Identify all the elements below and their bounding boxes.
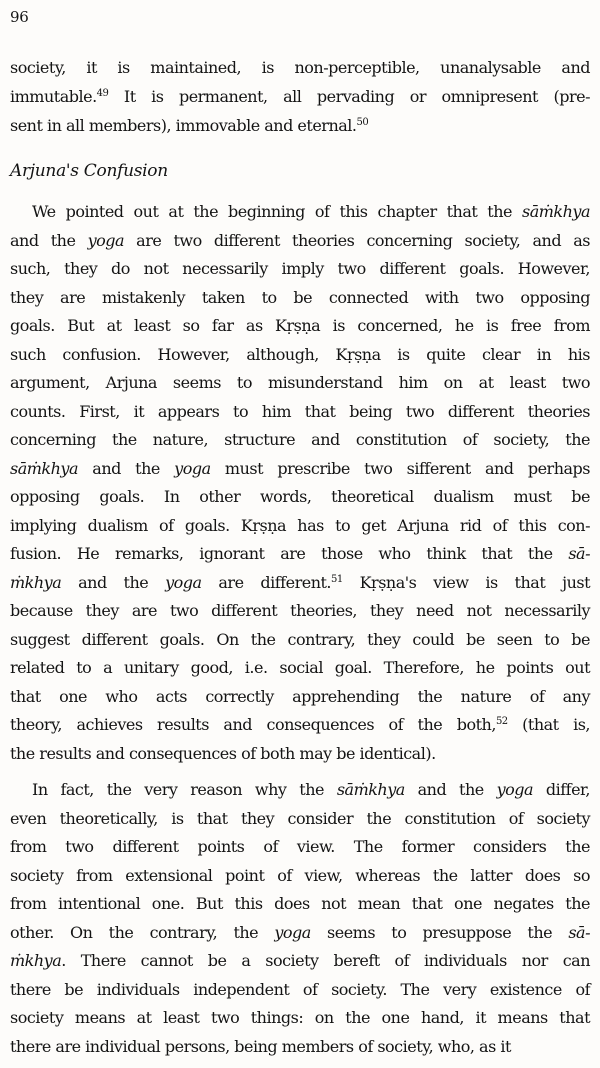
- italic-term: ṁkhya: [10, 572, 62, 592]
- text-line: the results and consequences of both may be identical).: [10, 743, 436, 763]
- text-line: from intentional one. But this does not mean that one negates the: [10, 894, 590, 913]
- text-line: society means at least two things: on the one hand, it means that: [10, 1008, 590, 1027]
- text-line: that one who acts correctly apprehending the nature of any: [10, 686, 590, 706]
- italic-term: sāṁkhya: [336, 780, 405, 799]
- footnote-ref: 52: [495, 716, 508, 727]
- text-line: In fact, the very reason why the sāṁkhya and the yoga differ,: [32, 780, 591, 799]
- text-line: such, they do not necessarily imply two different goals. However,: [10, 259, 590, 278]
- text-line: opposing goals. In other words, theoretical dualism must be: [10, 487, 590, 506]
- text-line: immutable.$^{49}$ It is permanent, all pervading or omnipresent (pre-: [10, 87, 590, 106]
- italic-term: yoga: [87, 230, 125, 250]
- text-line: counts. First, it appears to him that being two different theories: [10, 401, 590, 421]
- text-line: theory, achieves results and consequences of the both,$^{52}$ (that is,: [10, 715, 590, 734]
- text-line: ṁkhya and the yoga are different.$^{51}$ Kṛṣṇa's view is that just: [10, 572, 591, 592]
- italic-term: sāṁkhya: [10, 458, 78, 478]
- footnote-ref: 49: [96, 88, 109, 99]
- text-line: there are individual persons, being members of society, who, as it: [10, 1036, 511, 1056]
- text-line: sāṁkhya and the yoga must prescribe two sifferent and perhaps: [10, 458, 590, 478]
- text-line: other. On the contrary, the yoga seems to presuppose the sā-: [10, 922, 590, 942]
- italic-term: sā-: [568, 922, 590, 942]
- text-line: argument, Arjuna seems to misunderstand him on at least two: [10, 373, 590, 392]
- text-line: fusion. He remarks, ignorant are those who think that the sā-: [10, 544, 590, 563]
- footnote-ref: 51: [331, 573, 343, 585]
- italic-term: yoga: [165, 572, 202, 592]
- text-line: concerning the nature, structure and constitution of society, the: [10, 430, 590, 449]
- text-line: and the yoga are two different theories concerning society, and as: [10, 230, 590, 250]
- text-line: society from extensional point of view, whereas the latter does so: [10, 865, 590, 885]
- text-line: related to a unitary good, i.e. social goal. Therefore, he points out: [10, 658, 590, 677]
- text-line: ṁkhya. There cannot be a society bereft of individuals nor can: [10, 951, 590, 970]
- italic-term: sāṁkhya: [522, 202, 590, 221]
- italic-term: sā-: [568, 544, 590, 563]
- text-line: sent in all members), immovable and eternal.$^{50}$: [10, 116, 369, 135]
- page-number: 96: [10, 8, 29, 26]
- text-line: because they are two different theories, they need not necessarily: [10, 601, 590, 620]
- text-line: from two different points of view. The former considers the: [10, 837, 590, 856]
- text-line: suggest different goals. On the contrary, they could be seen to be: [10, 629, 590, 649]
- footnote-ref: 50: [356, 117, 369, 128]
- italic-term: yoga: [274, 922, 311, 942]
- text-line: We pointed out at the beginning of this chapter that the sāṁkhya: [32, 202, 590, 221]
- text-line: such confusion. However, although, Kṛṣṇa is quite clear in his: [10, 344, 590, 364]
- italic-term: ṁkhya: [10, 951, 62, 970]
- italic-term: yoga: [174, 458, 211, 478]
- section-heading: Arjuna's Confusion: [10, 161, 168, 181]
- italic-term: yoga: [496, 780, 534, 799]
- text-line: they are mistakenly taken to be connected with two opposing: [10, 287, 590, 307]
- text-line: there be individuals independent of society. The very existence of: [10, 979, 590, 999]
- text-line: society, it is maintained, is non-perceptible, unanalysable and: [10, 58, 590, 77]
- text-line: even theoretically, is that they consider the constitution of society: [10, 808, 590, 828]
- text-line: implying dualism of goals. Kṛṣṇa has to get Arjuna rid of this con-: [10, 515, 590, 535]
- text-line: goals. But at least so far as Kṛṣṇa is concerned, he is free from: [10, 316, 590, 335]
